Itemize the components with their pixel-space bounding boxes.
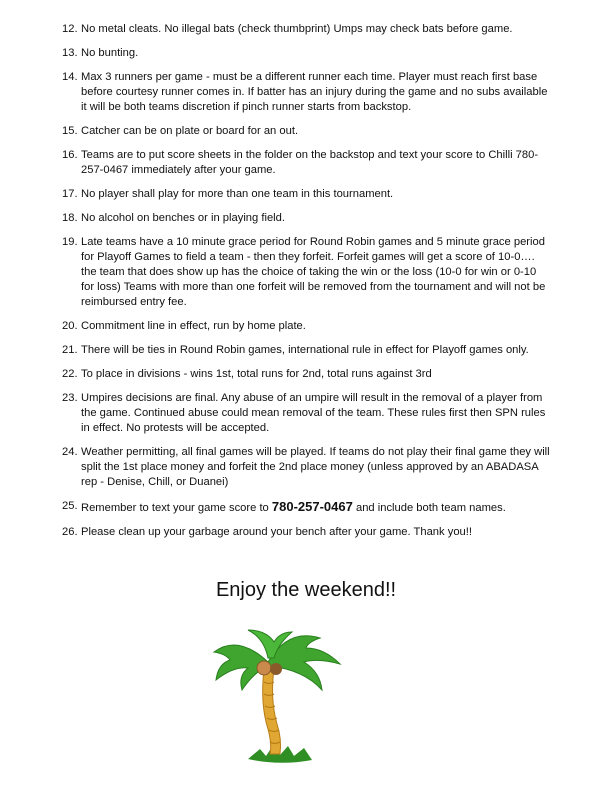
rule-item: [62, 343, 552, 358]
rule-item: [62, 367, 552, 382]
rule-text: Weather permitting, all final games will be played. If teams do not play their final game they will split the 1st place money and forfeit the 2nd place money (unless approved by an ABADASA rep - Denise, Chill, or Duanei): [81, 446, 550, 488]
closing-message: Enjoy the weekend!!: [215, 579, 397, 601]
rule-item: [62, 235, 552, 310]
rule-number: 26.: [62, 526, 78, 538]
phone-number: 780-257-0467: [271, 499, 353, 514]
rule-number: 15.: [62, 125, 78, 137]
rule-item: [62, 70, 552, 115]
rule-number: 23.: [62, 392, 78, 404]
rule-number: 21.: [62, 344, 78, 356]
rule-text: Teams are to put score sheets in the folder on the backstop and text your score to Chilli 780-257-0467 immediately after your game.: [81, 149, 539, 176]
rule-number: 14.: [62, 71, 78, 83]
rule-item: [62, 148, 552, 178]
rule-text: Late teams have a 10 minute grace period for Round Robin games and 5 minute grace period for Playoff Games to field a team - then they forfeit. Forfeit games will get a score of 10-0…. the team that does show up has the choice of taking the win or the loss (10-0 for win or 0-10 for loss) Teams with more than one forfeit will be removed from the tournament and will not be reimbursed entry fee.: [81, 236, 546, 308]
rules-list: [62, 22, 552, 549]
rule-number: 12.: [62, 23, 78, 35]
rule-text: No player shall play for more than one team in this tournament.: [81, 188, 394, 200]
rule-item: [62, 211, 552, 226]
rule-item: [62, 319, 552, 334]
coconut-shape: [270, 663, 282, 675]
rule-text-before: Remember to text your game score to: [81, 502, 272, 514]
rule-text: Catcher can be on plate or board for an out.: [81, 125, 299, 137]
rule-item: [62, 124, 552, 139]
rule-number: 13.: [62, 47, 78, 59]
rule-text: There will be ties in Round Robin games, international rule in effect for Playoff games only.: [81, 344, 529, 356]
rule-text: Umpires decisions are final. Any abuse of an umpire will result in the removal of a player from the game. Continued abuse could mean removal of the team. These rules first then SPN rules in effect. No protests will be accepted.: [81, 392, 546, 434]
rule-item: [62, 22, 552, 37]
rule-text: [81, 499, 552, 516]
rule-number: 25.: [62, 500, 78, 512]
rule-item: [62, 445, 552, 490]
rule-text: Please clean up your garbage around your bench after your game. Thank you!!: [81, 526, 472, 538]
rule-number: 17.: [62, 188, 78, 200]
rule-item: [62, 525, 552, 540]
rule-item: [62, 391, 552, 436]
rule-text: No bunting.: [81, 47, 139, 59]
trunk-shape: [263, 669, 281, 754]
rule-item: [62, 499, 552, 516]
rule-item: [62, 46, 552, 61]
rule-text-after: and include both team names.: [352, 502, 506, 514]
rule-number: 24.: [62, 446, 78, 458]
palm-tree-icon: [208, 624, 348, 766]
rule-number: 22.: [62, 368, 78, 380]
rule-number: 18.: [62, 212, 78, 224]
rule-number: 19.: [62, 236, 78, 248]
rule-text: Commitment line in effect, run by home plate.: [81, 320, 306, 332]
rule-text: No alcohol on benches or in playing field.: [81, 212, 285, 224]
rule-number: 20.: [62, 320, 78, 332]
rule-text: No metal cleats. No illegal bats (check thumbprint) Umps may check bats before game.: [81, 23, 513, 35]
rule-text: To place in divisions - wins 1st, total runs for 2nd, total runs against 3rd: [81, 368, 432, 380]
rule-text: Max 3 runners per game - must be a different runner each time. Player must reach first base before courtesy runner comes in. If batter has an injury during the game and no subs available it will be both teams discretion if pinch runner starts from backstop.: [81, 71, 548, 113]
rule-number: 16.: [62, 149, 78, 161]
rule-item: [62, 187, 552, 202]
coconut-shape: [257, 661, 271, 675]
